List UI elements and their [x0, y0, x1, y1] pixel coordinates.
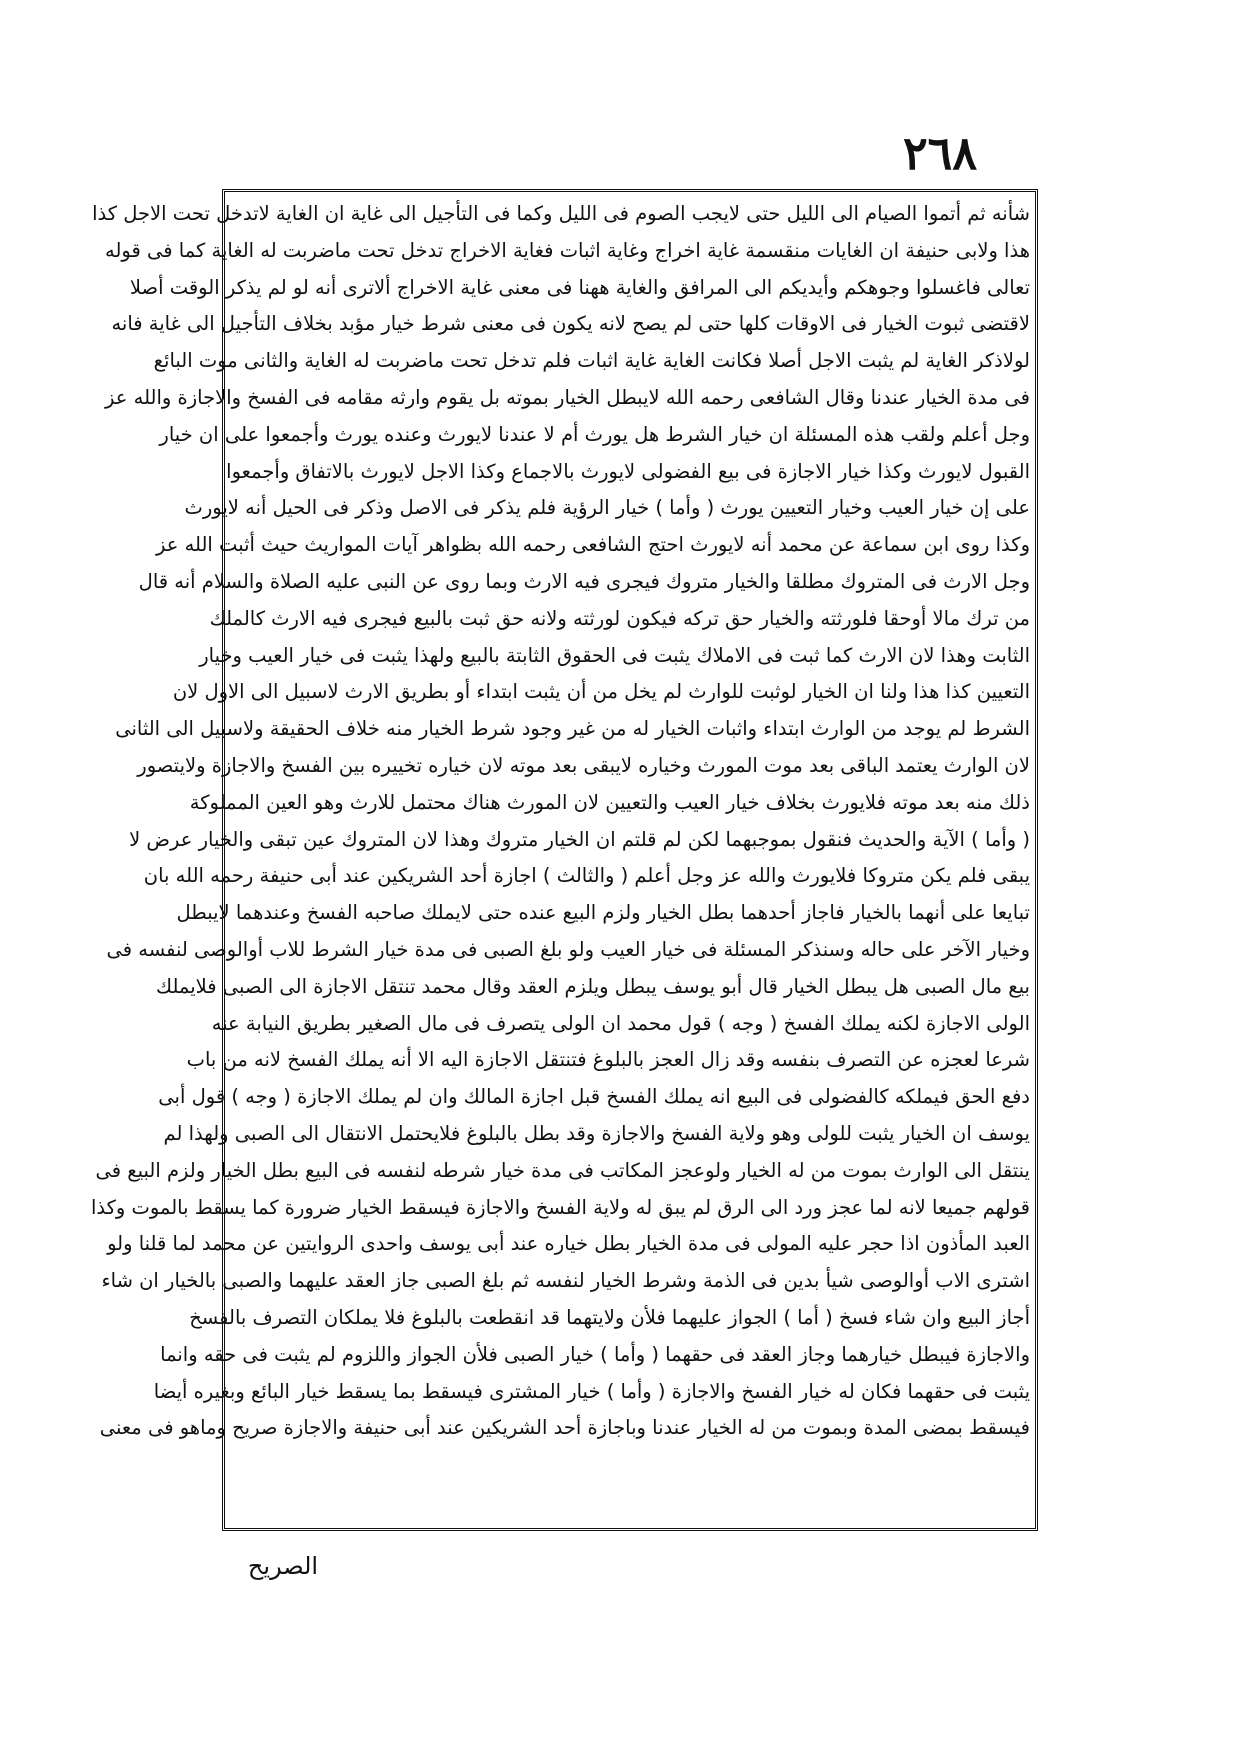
text-line: فيسقط بمضى المدة وبموت من له الخيار عندنا وباجازة أحد الشريكين عند أبى حنيفة والاجازة صريح وماهو فى معنى: [99, 1416, 1030, 1440]
text-line: الشرط لم يوجد من الوارث ابتداء واثبات الخيار له من غير وجود شرط الخيار منه خلاف الحقيقة ولاسبيل الى الثانى: [115, 717, 1030, 741]
text-line: يبقى فلم يكن متروكا فلايورث والله عز وجل أعلم ( والثالث ) اجازة أحد الشريكين عند أبى حنيفة رحمه الله بان: [143, 864, 1030, 888]
text-line: لولاذكر الغاية لم يثبت الاجل أصلا فكانت الغاية غاية اثبات فلم تدخل تحت ماضربت له الغاية والثانى موت البائع: [153, 349, 1030, 373]
text-line: وجل أعلم ولقب هذه المسئلة ان خيار الشرط هل يورث أم لا عندنا لايورث وعنده يورث وأجمعوا على ان خيار: [159, 422, 1030, 446]
page-number: ٢٦٨: [902, 126, 978, 180]
text-line: ( وأما ) الآية والحديث فنقول بموجبهما لكن لم قلتم ان الخيار متروك وهذا لان المتروك عين تبقى والخيار عرض لا: [129, 827, 1030, 851]
text-line: شرعا لعجزه عن التصرف بنفسه وقد زال العجز بالبلوغ فتنتقل الاجازة اليه الا أنه يملك الفسخ لانه من باب: [186, 1048, 1030, 1072]
main-text-block: [90, 196, 1030, 1524]
text-line: بيع مال الصبى هل يبطل الخيار قال أبو يوسف يبطل ويلزم العقد وقال محمد تنتقل الاجازة الى الصبى فلايملك: [156, 974, 1030, 998]
text-line: فى مدة الخيار عندنا وقال الشافعى رحمه الله لايبطل الخيار بموته بل يقوم وارثه مقامه فى الفسخ والاجازة والله عز: [105, 385, 1030, 409]
text-line: هذا ولابى حنيفة ان الغايات منقسمة غاية اخراج وغاية اثبات فغاية الاخراج تدخل تحت ماضربت له الغاية كما فى قوله: [105, 238, 1030, 262]
text-line: لان الوارث يعتمد الباقى بعد موت المورث وخياره لايبقى بعد موته لان خياره تخييره بين الفسخ والاجازة ولايتصور: [137, 753, 1030, 777]
text-line: لاقتضى ثبوت الخيار فى الاوقات كلها حتى لم يصح لانه يكون فى معنى شرط خيار مؤبد بخلاف التأجيل الى غاية فانه: [111, 312, 1030, 336]
text-line: أجاز البيع وان شاء فسخ ( أما ) الجواز عليهما فلأن ولايتهما قد انقطعت بالبلوغ فلا يملكان التصرف بالفسخ: [189, 1305, 1030, 1329]
text-line: اشترى الاب أوالوصى شيأ بدين فى الذمة وشرط الخيار لنفسه ثم بلغ الصبى جاز العقد عليهما والصبى بالخيار ان شاء: [101, 1269, 1030, 1293]
text-line: ينتقل الى الوارث بموت من له الخيار ولوعجز المكاتب فى مدة خيار شرطه لنفسه فى البيع بطل الخيار ولزم البيع فى: [95, 1158, 1030, 1182]
text-line: يوسف ان الخيار يثبت للولى وهو ولاية الفسخ والاجازة وقد بطل بالبلوغ فلايحتمل الانتقال الى الصبى ولهذا لم: [163, 1121, 1030, 1145]
text-line: دفع الحق فيملكه كالفضولى فى البيع انه يملك الفسخ قبل اجازة المالك وان لم يملك الاجازة ( وجه ) قول أبى: [158, 1085, 1030, 1109]
text-line: وكذا روى ابن سماعة عن محمد أنه لايورث احتج الشافعى رحمه الله بظواهر آيات المواريث حيث أثبت الله عز: [155, 533, 1030, 557]
text-line: القبول لايورث وكذا خيار الاجازة فى بيع الفضولى لايورث بالاجماع وكذا الاجل لايورث بالاتفاق وأجمعوا: [226, 459, 1030, 483]
text-line: تعالى فاغسلوا وجوهكم وأيديكم الى المرافق والغاية ههنا فى معنى غاية الاخراج ألاترى أنه لو لم يذكر الوقت أصلا: [129, 275, 1030, 299]
text-line: قولهم جميعا لانه لما عجز ورد الى الرق لم يبق له ولاية الفسخ والاجازة فيسقط الخيار ضرورة كما يسقط بالموت وكذا: [90, 1195, 1030, 1219]
text-line: من ترك مالا أوحقا فلورثته والخيار حق تركه فيكون لورثته ولانه حق ثبت بالبيع فيجرى فيه الارث كالملك: [209, 606, 1030, 630]
text-line: تبايعا على أنهما بالخيار فاجاز أحدهما بطل الخيار ولزم البيع عنده حتى لايملك صاحبه الفسخ وعندهما لايبطل: [176, 901, 1030, 925]
text-line: والاجازة فيبطل خيارهما وجاز العقد فى حقهما ( وأما ) خيار الصبى فلأن الجواز واللزوم لم يثبت فى حقه وانما: [160, 1342, 1030, 1366]
catchword: الصريح: [247, 1552, 319, 1580]
text-line: يثبت فى حقهما فكان له خيار الفسخ والاجازة ( وأما ) خيار المشترى فيسقط بما يسقط خيار البائع وبغيره أيضا: [153, 1379, 1030, 1403]
text-line: الثابت وهذا لان الارث كما ثبت فى الاملاك يثبت فى الحقوق الثابتة بالبيع ولهذا يثبت فى خيار العيب وخيار: [199, 643, 1030, 667]
text-line: وجل الارث فى المتروك مطلقا والخيار متروك فيجرى فيه الارث وبما روى عن النبى عليه الصلاة والسلام أنه قال: [138, 569, 1030, 593]
text-line: شأنه ثم أتموا الصيام الى الليل حتى لايجب الصوم فى الليل وكما فى التأجيل الى غاية ان الغاية لاتدخل تحت الاجل كذا: [92, 202, 1030, 225]
text-line: على إن خيار العيب وخيار التعيين يورث ( وأما ) خيار الرؤية فلم يذكر فى الاصل وذكر فى الحيل أنه لايورث: [184, 496, 1030, 520]
text-line: التعيين كذا هذا ولنا ان الخيار لوثبت للوارث لم يخل من أن يثبت ابتداء أو بطريق الارث لاسبيل الى الاول لان: [172, 680, 1030, 704]
text-line: وخيار الآخر على حاله وسنذكر المسئلة فى خيار العيب ولو بلغ الصبى فى مدة خيار الشرط للاب أوالوصى لنفسه فى: [106, 937, 1030, 961]
text-line: ذلك منه بعد موته فلايورث بخلاف خيار العيب والتعيين لان المورث هناك محتمل للارث وهو العين المملوكة: [189, 790, 1030, 814]
text-line: الولى الاجازة لكنه يملك الفسخ ( وجه ) قول محمد ان الولى يتصرف فى مال الصغير بطريق النيابة عنه: [211, 1011, 1030, 1035]
text-line: العبد المأذون اذا حجر عليه المولى فى مدة الخيار بطل خياره عند أبى يوسف واحدى الروايتين عن محمد لما قلنا ولو: [107, 1232, 1030, 1256]
